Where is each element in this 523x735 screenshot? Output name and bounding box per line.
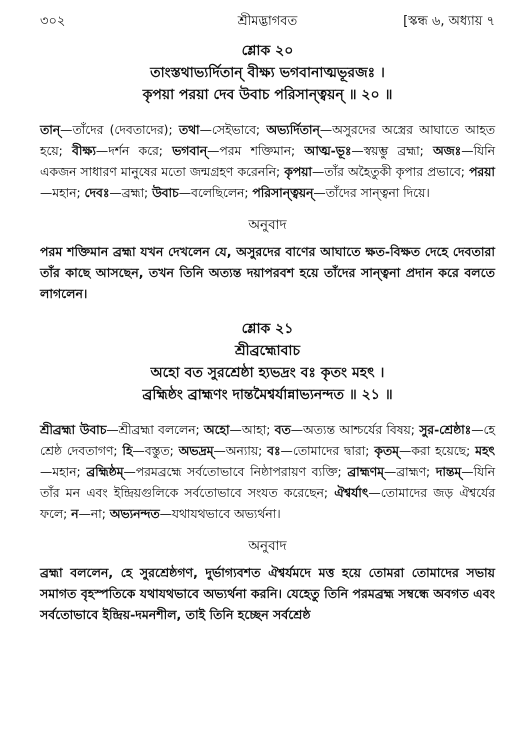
page-header bbox=[40, 8, 495, 34]
synonym-meaning: —দর্শন করে; bbox=[95, 144, 173, 158]
synonym-meaning: —না; bbox=[78, 507, 110, 521]
verse-20-translation-heading: অনুবাদ bbox=[248, 217, 287, 233]
synonym-word: পরিসান্ত্বয়ন্‌ bbox=[252, 186, 314, 200]
synonym-word: মহৎ bbox=[475, 444, 496, 458]
verse-21-translation-heading: অনুবাদ bbox=[248, 538, 287, 554]
synonym-word: ব্রহ্মিষ্ঠম্‌ bbox=[86, 465, 124, 479]
synonym-word: কৃতম্‌ bbox=[374, 444, 399, 458]
synonym-meaning: —শ্রীব্রহ্মা বললেন; bbox=[106, 423, 204, 437]
synonym-word: দেবঃ bbox=[84, 186, 110, 200]
synonym-meaning: —তাঁর অহৈতুকী কৃপার প্রভাবে; bbox=[311, 165, 470, 179]
page-number: ৩০২ bbox=[40, 14, 66, 29]
synonym-word: বীক্ষ্য bbox=[72, 144, 96, 158]
synonym-meaning: —যিনি তাঁর মন এবং ইন্দ্রিয়গুলিকে সর্বতোভাবে সংযত করেছেন; bbox=[40, 465, 496, 500]
book-title: শ্রীমদ্ভাগবত bbox=[237, 14, 298, 29]
synonym-meaning: —যিনি একজন সাধারণ মানুষের মতো জন্মগ্রহণ করেননি; bbox=[40, 144, 495, 179]
verse-20-heading: শ্লোক ২০ bbox=[241, 43, 294, 59]
synonym-meaning: —তোমাদের দ্বারা; bbox=[280, 444, 375, 458]
synonym-word: তথা bbox=[178, 123, 200, 137]
verse-21-translation: ব্রহ্মা বললেন, হে সুরশ্রেষ্ঠগণ, দুর্ভাগ্যবশত ঐশ্বর্যমদে মত্ত হয়ে তোমরা তোমাদের সভায় সমাগত বৃহস্পতিকে যথাযথভাবে অভ্যর্থনা করনি। যেহেতু তিনি পরমব্রহ্ম সম্বন্ধে অবগত এবং সর্বতোভাবে ইন্দ্রিয়-দমনশীল, তাই তিনি হচ্ছেন সর্বশ্রেষ্ঠ bbox=[40, 565, 495, 622]
synonym-meaning: —ব্রহ্মা; bbox=[109, 186, 153, 200]
synonym-word: বত bbox=[274, 423, 291, 437]
section-gap bbox=[40, 304, 495, 318]
synonym-meaning: —অত্যন্ত আশ্চর্যের বিষয়; bbox=[290, 423, 420, 437]
synonym-word: বঃ bbox=[267, 444, 281, 458]
synonym-word: পরয়া bbox=[469, 165, 495, 179]
verse-21-speaker: শ্রীব্রহ্মোবাচ bbox=[235, 343, 300, 359]
synonym-word: অহো bbox=[203, 423, 230, 437]
synonym-meaning: —আহা; bbox=[229, 423, 275, 437]
verse-20-line-2: কৃপয়া পরয়া দেব উবাচ পরিসান্ত্বয়ন্‌ ॥ ২০ ॥ bbox=[142, 87, 393, 103]
synonym-meaning: —করা হয়েছে; bbox=[398, 444, 476, 458]
verse-21-synonyms bbox=[40, 420, 495, 525]
synonym-meaning: —বলেছিলেন; bbox=[178, 186, 253, 200]
synonym-meaning: —বস্তুত; bbox=[132, 444, 179, 458]
synonym-meaning: —হে শ্রেষ্ঠ দেবতাগণ; bbox=[40, 423, 495, 458]
synonym-word: অভ্যনন্দত bbox=[109, 507, 160, 521]
chapter-reference: [স্কন্ধ ৬, অধ্যায় ৭ bbox=[403, 14, 495, 29]
synonym-word: অভদ্রম্‌ bbox=[178, 444, 214, 458]
synonym-meaning: —ব্রাহ্মণ; bbox=[383, 465, 436, 479]
synonym-meaning: —মহান; bbox=[40, 465, 87, 479]
synonym-meaning: —মহান; bbox=[40, 186, 85, 200]
synonym-meaning: —অসুরদের অস্ত্রের আঘাতে আহত হয়ে; bbox=[40, 123, 496, 158]
synonym-meaning: —যথাযথভাবে অভ্যর্থনা। bbox=[159, 507, 281, 521]
synonym-word: উবাচ bbox=[152, 186, 179, 200]
synonym-word: আত্ম-ভূঃ bbox=[304, 144, 352, 158]
synonym-meaning: —পরমব্রহ্মে সর্বতোভাবে নিষ্ঠাপরায়ণ ব্যক্তি; bbox=[123, 465, 348, 479]
verse-21-heading: শ্লোক ২১ bbox=[241, 321, 294, 337]
synonym-word: ন bbox=[71, 507, 79, 521]
synonym-word: হি bbox=[122, 444, 133, 458]
synonym-word: শ্রীব্রহ্মা উবাচ bbox=[40, 423, 107, 437]
verse-21-line-2: ব্রহ্মিষ্ঠং ব্রাহ্মণং দান্তমৈশ্বর্যান্নাভ্যনন্দত ॥ ২১ ॥ bbox=[142, 387, 393, 403]
synonym-word: কৃপয়া bbox=[284, 165, 312, 179]
synonym-word: ভগবান্‌ bbox=[172, 144, 208, 158]
synonym-word: অজঃ bbox=[433, 144, 462, 158]
synonym-meaning: —তাঁদের সান্ত্বনা দিয়ে। bbox=[313, 186, 430, 200]
synonym-meaning: —পরম শক্তিমান; bbox=[207, 144, 305, 158]
synonym-word: ব্রাহ্মণম্‌ bbox=[347, 465, 384, 479]
page-content bbox=[40, 40, 495, 625]
synonym-meaning: —সেইভাবে; bbox=[199, 123, 267, 137]
verse-20-synonyms bbox=[40, 120, 495, 204]
synonym-word: ঐশ্বর্যাৎ bbox=[334, 486, 369, 500]
synonym-meaning: —তাঁদের (দেবতাদের); bbox=[60, 123, 179, 137]
synonym-meaning: —তোমাদের জড় ঐশ্বর্যের ফলে; bbox=[40, 486, 495, 521]
synonym-meaning: —অন্যায়; bbox=[213, 444, 268, 458]
synonym-word: দান্তম্‌ bbox=[435, 465, 462, 479]
synonym-meaning: —স্বয়ম্ভু ব্রহ্মা; bbox=[351, 144, 434, 158]
synonym-word: অভ্যর্দিতান্‌ bbox=[266, 123, 320, 137]
verse-20-translation: পরম শক্তিমান ব্রহ্মা যখন দেখলেন যে, অসুরদের বাণের আঘাতে ক্ষত-বিক্ষত দেহে দেবতারা তাঁর কাছে আসছেন, তখন তিনি অত্যন্ত দয়াপরবশ হয়ে তাঁদের সান্ত্বনা প্রদান করে বলতে লাগলেন। bbox=[40, 244, 495, 301]
synonym-word: সুর-শ্রেষ্ঠাঃ bbox=[419, 423, 472, 437]
verse-21-line-1: অহো বত সুরশ্রেষ্ঠা হ্যভদ্রং বঃ কৃতং মহৎ । bbox=[150, 365, 385, 381]
verse-20-line-1: তাংস্তথাভ্যর্দিতান্‌ বীক্ষ্য ভগবানাত্মভূরজঃ । bbox=[150, 65, 385, 81]
synonym-word: তান্‌ bbox=[40, 123, 61, 137]
